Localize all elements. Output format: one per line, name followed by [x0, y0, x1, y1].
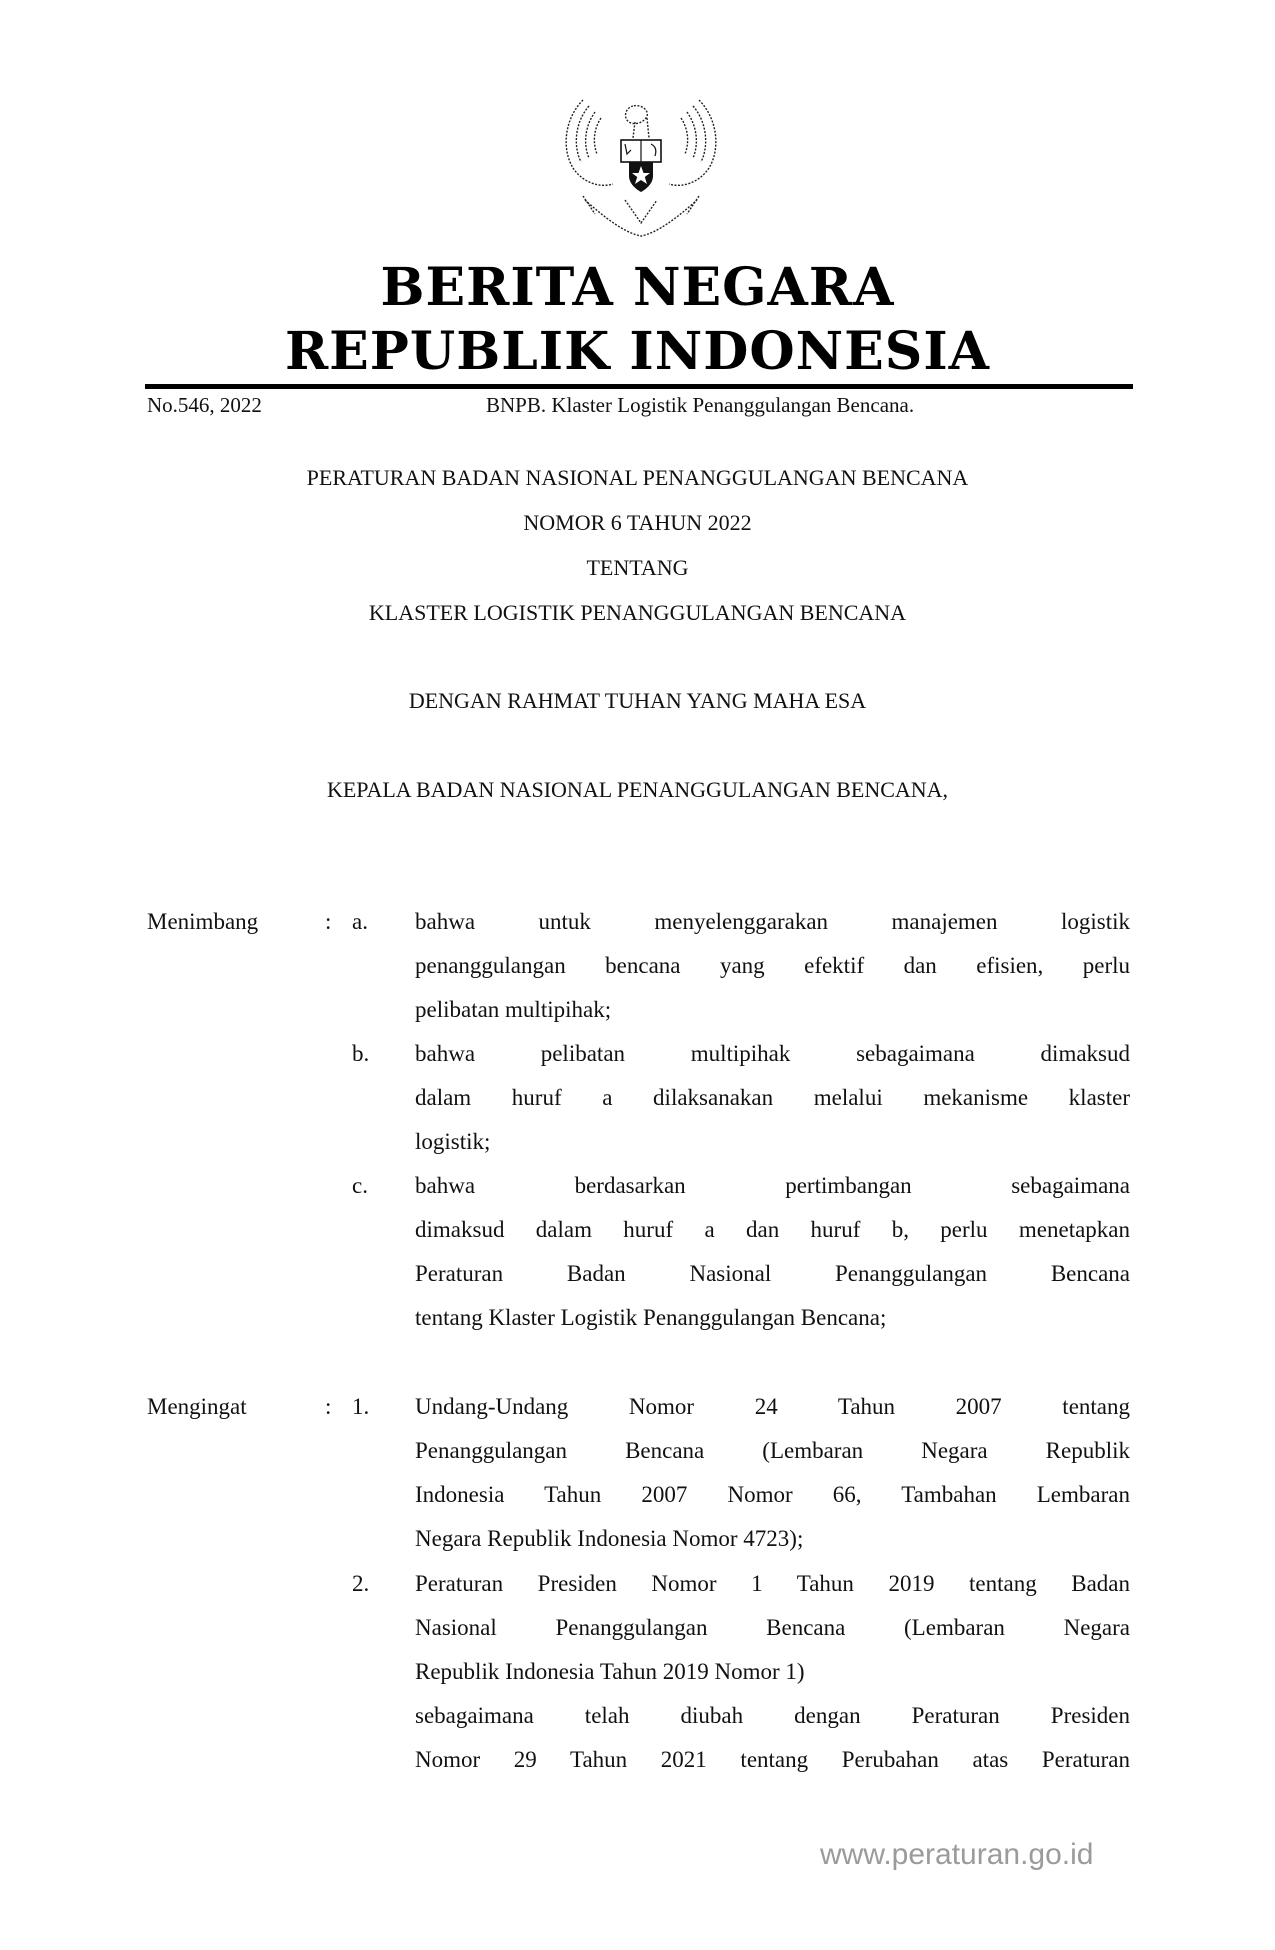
masthead-divider	[145, 384, 1133, 389]
garuda-emblem-icon	[555, 88, 727, 243]
mengingat-item-2	[415, 1562, 1130, 1782]
menimbang-colon: :	[325, 909, 332, 934]
issuer: KEPALA BADAN NASIONAL PENANGGULANGAN BENCANA,	[326, 777, 949, 802]
text-line: Nasional Penanggulangan Bencana (Lembaran Negara	[415, 1615, 1130, 1640]
mengingat-item-1	[415, 1385, 1130, 1561]
regulation-subject: KLASTER LOGISTIK PENANGGULANGAN BENCANA	[368, 600, 907, 625]
mengingat-label: Mengingat	[147, 1394, 247, 1419]
text-line: dimaksud dalam huruf a dan huruf b, perlu menetapkan	[415, 1217, 1130, 1242]
regulation-tentang: TENTANG	[586, 555, 689, 580]
text-line: Negara Republik Indonesia Nomor 4723);	[415, 1526, 804, 1551]
mengingat-marker-2: 2.	[352, 1571, 370, 1596]
text-line: Indonesia Tahun 2007 Nomor 66, Tambahan Lembaran	[415, 1482, 1130, 1507]
menimbang-item-c	[415, 1164, 1130, 1340]
menimbang-item-a	[415, 900, 1130, 1032]
text-line: Peraturan Presiden Nomor 1 Tahun 2019 tentang Badan	[415, 1571, 1130, 1596]
gazette-number: No.546, 2022	[147, 393, 262, 417]
menimbang-item-b	[415, 1032, 1130, 1164]
text-line: sebagaimana telah diubah dengan Peraturan Presiden	[415, 1703, 1130, 1728]
masthead-title-line2: REPUBLIK INDONESIA	[284, 321, 991, 382]
menimbang-marker-b: b.	[352, 1041, 370, 1066]
menimbang-marker-c: c.	[352, 1173, 368, 1198]
gazette-summary: BNPB. Klaster Logistik Penanggulangan Bencana.	[486, 393, 915, 417]
menimbang-label: Menimbang	[147, 909, 259, 934]
mengingat-marker-1: 1.	[352, 1394, 370, 1419]
regulation-number: NOMOR 6 TAHUN 2022	[523, 510, 752, 535]
mengingat-colon: :	[325, 1394, 332, 1419]
text-line: Undang-Undang Nomor 24 Tahun 2007 tentang	[415, 1394, 1130, 1419]
source-watermark: www.peraturan.go.id	[820, 1838, 1094, 1871]
text-line: dalam huruf a dilaksanakan melalui mekanisme klaster	[415, 1085, 1130, 1110]
text-line: Penanggulangan Bencana (Lembaran Negara Republik	[415, 1438, 1130, 1463]
text-line: Republik Indonesia Tahun 2019 Nomor 1)	[415, 1659, 805, 1684]
text-line: tentang Klaster Logistik Penanggulangan Bencana;	[415, 1305, 887, 1330]
text-line: logistik;	[415, 1129, 491, 1154]
masthead-title-line1: BERITA NEGARA	[380, 257, 895, 318]
text-line: penanggulangan bencana yang efektif dan efisien, perlu	[415, 953, 1130, 978]
text-line: Peraturan Badan Nasional Penanggulangan Bencana	[415, 1261, 1130, 1286]
text-line: bahwa pelibatan multipihak sebagaimana dimaksud	[415, 1041, 1130, 1066]
menimbang-marker-a: a.	[352, 909, 368, 934]
text-line: bahwa berdasarkan pertimbangan sebagaimana	[415, 1173, 1130, 1198]
regulation-title-line1: PERATURAN BADAN NASIONAL PENANGGULANGAN BENCANA	[306, 465, 969, 490]
text-line: pelibatan multipihak;	[415, 997, 612, 1022]
text-line: Nomor 29 Tahun 2021 tentang Perubahan atas Peraturan	[415, 1747, 1130, 1772]
text-line: bahwa untuk menyelenggarakan manajemen logistik	[415, 909, 1130, 934]
preamble: DENGAN RAHMAT TUHAN YANG MAHA ESA	[408, 688, 867, 713]
